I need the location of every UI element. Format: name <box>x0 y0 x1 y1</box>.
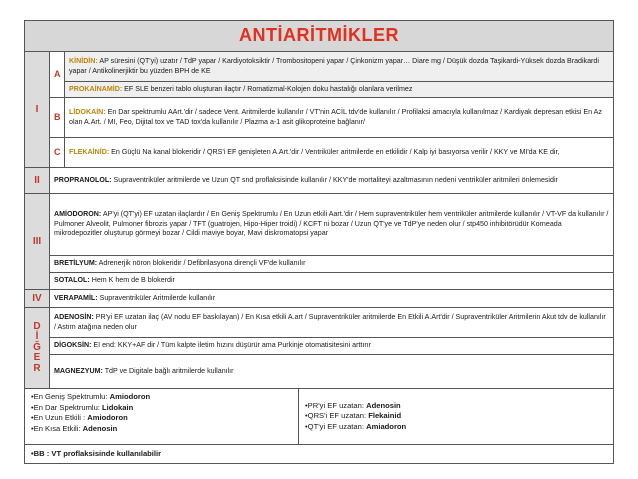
sotalol-cell <box>50 273 614 290</box>
kinidin-text: AP süresini (QT'yi) uzatır / TdP yapar / Kardiyotoksiktir / Trombositopeni yapar / Çinkonizm yapar… Diare mg / Düşük dozda Taşikardi-Yüksek dozda Bradikardi yapar / Antikolinerjiktir bu yüzden BPH de KE <box>69 57 599 75</box>
lidokain-cell <box>65 98 614 138</box>
summary-item: •QRS'i EF uzatan: Flekainid <box>305 411 402 421</box>
class-ii-label: II <box>25 168 50 194</box>
prokainamid-lead: PROKAİNAMİD: <box>69 84 123 93</box>
prokainamid-text: EF SLE benzeri tablo oluşturan ilaçtır / Romatizmal-Kolojen doku hastalığı olanlara verilmez <box>122 84 413 93</box>
summary-left-cell <box>25 389 299 445</box>
summary-item: •En Uzun Etkili : Amiodoron <box>31 413 128 423</box>
class-ib-label: B <box>50 98 65 138</box>
prokainamid-cell <box>65 82 614 98</box>
lidokain-lead: LİDOKAİN: <box>69 108 106 117</box>
amiodaron-lead: AMİODORON: <box>54 210 102 219</box>
diger-label <box>25 308 50 389</box>
kinidin-cell <box>65 52 614 82</box>
antiaritmik-table <box>24 20 614 464</box>
bretilyum-text: Adrenerjik nöron blokeridir / Defibrilasyona dirençli VF'de kullanılır <box>97 259 306 268</box>
summary-footer: •BB : VT proflaksisinde kullanılabilir <box>25 445 614 464</box>
verapamil-text: Supraventriküler Aritmilerde kullanılır <box>97 293 216 302</box>
antiaritmik-table-wrapper <box>24 20 613 464</box>
bretilyum-cell <box>50 256 614 273</box>
summary-right-cell <box>299 389 614 445</box>
digoksin-cell <box>50 338 614 355</box>
class-i-label: I <box>25 52 50 168</box>
digoksin-text: EI end: KKY+AF dir / Tüm kalpte iletim hızını düşürür ama Purkinje otomatisitesini arttırır <box>91 341 372 350</box>
sotalol-lead: SOTALOL: <box>54 276 90 285</box>
class-ic-label: C <box>50 138 65 168</box>
adenosin-cell <box>50 308 614 338</box>
summary-item: •En Dar Spektrumlu: Lidokain <box>31 402 134 412</box>
summary-item: •QT'yi EF uzatan: Amiadoron <box>305 421 407 431</box>
page-title: ANTİARİTMİKLER <box>25 21 614 52</box>
amiodaron-text: AP'yi (QT'yi) EF uzatan ilaçlardır / En Geniş Spektrumlu / En Uzun etkili Aart.'dir / Hem supraventriküler hem ventriküler aritmilerde kullanılır / VT-VF da kullanılır / Pulmoner Alveolit, Pulmoner fibrozis yapar / TFT (guatrojen, Hipo-Hiper troidi) / KCFT ni bozar / Uzun QT'ye ve TdP'ye neden olur / stp450 inhibitörüdür Korneada mikrodepozitler oluşturup görmeyi bozar / Cildi maviye boyar, Mavi diskromatopsi yapar <box>54 210 609 238</box>
diger-letter: İ <box>35 331 39 343</box>
diger-letter: D <box>33 320 41 332</box>
flekainid-cell <box>65 138 614 168</box>
magnezyum-cell <box>50 355 614 389</box>
verapamil-cell <box>50 290 614 308</box>
magnezyum-lead: MAGNEZYUM: <box>54 366 103 375</box>
diger-letter: Ğ <box>33 341 41 353</box>
verapamil-lead: VERAPAMİL: <box>54 293 98 302</box>
flekainid-lead: FLEKAİNİD: <box>69 147 110 156</box>
class-iv-label: IV <box>25 290 50 308</box>
bretilyum-lead: BRETİLYUM: <box>54 259 98 268</box>
magnezyum-text: TdP ve Digitale bağlı aritmilerde kullanılır <box>102 366 234 375</box>
diger-letter: E <box>33 352 41 364</box>
propranolol-lead: PROPRANOLOL: <box>54 175 112 184</box>
summary-item: •En Geniş Spektrumlu: Amiodoron <box>31 392 151 401</box>
class-iii-label: III <box>25 194 50 290</box>
kinidin-lead: KİNİDİN: <box>69 57 98 66</box>
summary-item: •En Kısa Etkili: Adenosin <box>31 423 118 433</box>
sotalol-text: Hem K hem de B blokerdir <box>89 276 175 285</box>
propranolol-cell <box>50 168 614 194</box>
diger-letter: R <box>33 362 41 374</box>
digoksin-lead: DİGOKSİN: <box>54 341 92 350</box>
amiodaron-cell <box>50 194 614 256</box>
lidokain-text: En Dar spektrumlu AArt.'dir / sadece Vent. Aritmilerde kullanılır / VT'nin ACİL tdv'de kullanılır / Profilaksi amacıyla kullanılmaz / Kardiyak depresan etkisi En Az olan A.Art. / MI, Feo, Dijital tox ve TAD tox'da kullanılır / Plazma a-1 asit glikoproteine bağlanır/ <box>69 108 602 126</box>
class-ia-label: A <box>50 52 65 98</box>
propranolol-text: Supraventriküler aritmilerde ve Uzun QT snd proflaksisinde kullanılır / KKY'de mortaliteyi azaltmasının nedeni ventriküler aritmileri önlemesidir <box>111 175 558 184</box>
summary-item: •PR'yi EF uzatan: Adenosin <box>305 400 401 410</box>
adenosin-lead: ADENOSİN: <box>54 313 94 322</box>
adenosin-text: PR'yi EF uzatan ilaç (AV nodu EF baskılayan) / En Kısa etkili A.art / Supraventriküler aritmilerde En Etkili A.Art'dir / Supraventriküler Aritmilerin Akut tdv de kullanılır / Astım atağına neden olur <box>54 313 606 331</box>
flekainid-text: En Güçlü Na kanal blokeridir / QRS'i EF genişleten A.Art.'dir / Ventriküler aritmilerde en etkilidir / Kalp iyi basıyorsa verilir / KKY ve MI'da KE dir, <box>109 147 560 156</box>
